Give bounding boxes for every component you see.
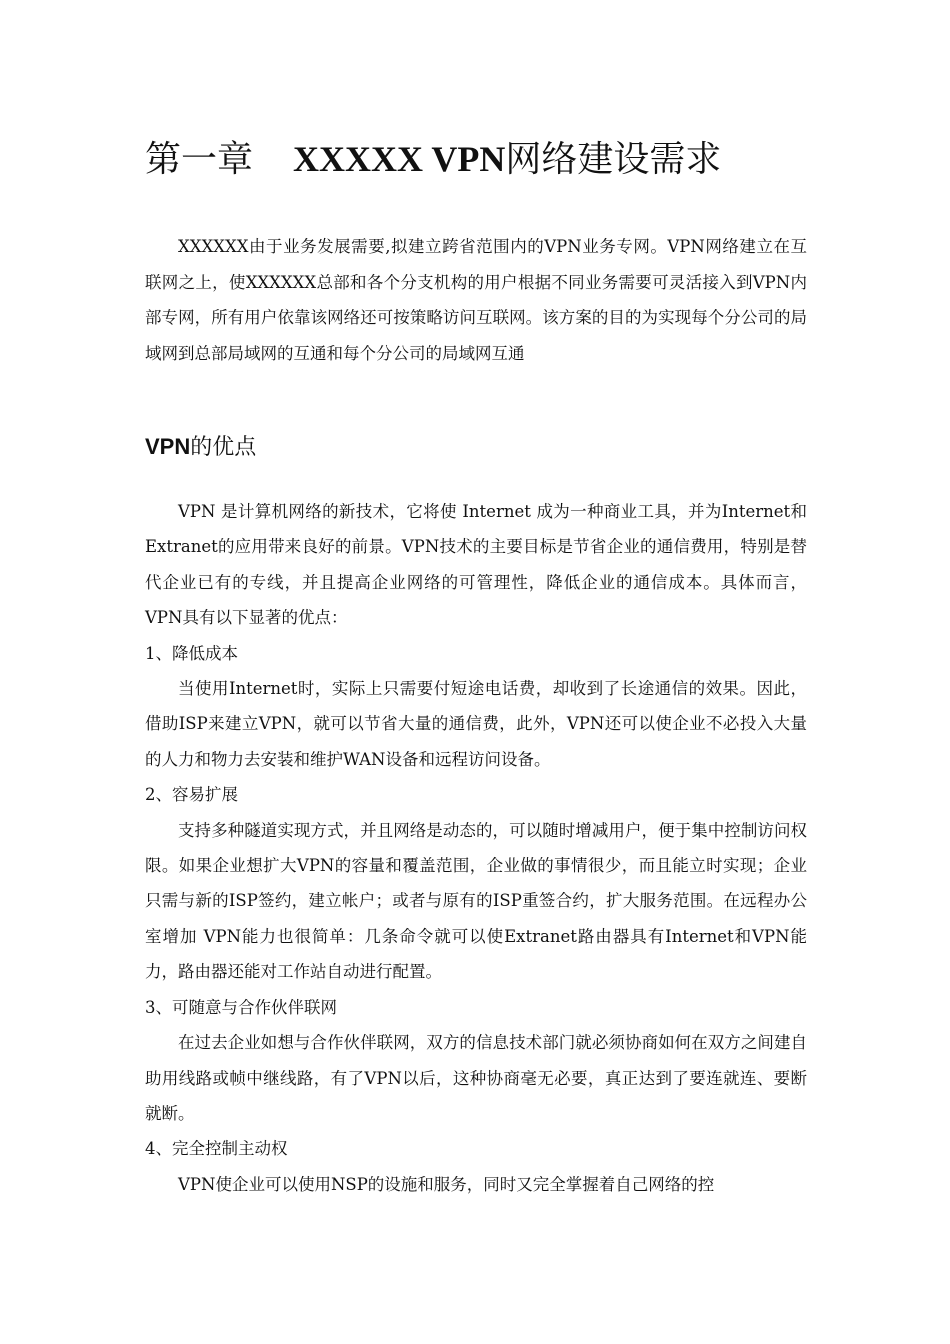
item-heading-3: 3、可随意与合作伙伴联网 [145,997,337,1017]
item-heading-4: 4、完全控制主动权 [145,1139,288,1159]
chapter-title-zh: 网络建设需求 [505,139,722,180]
chapter-heading [145,136,845,183]
chapter-number: 第一章 [145,139,254,180]
section-title-zh: 的优点 [190,434,257,459]
item-text-2: 支持多种隧道实现方式，并且网络是动态的，可以随时增减用户，便于集中控制访问权限。如果企业想扩大VPN的容量和覆盖范围，企业做的事情很少，而且能立时实现；企业只需与新的ISP签约，建立帐户；或者与原有的ISP重签合约，扩大服务范围。在远程办公室增加 VPN能力也很简单：几条命令就可以使Extranet路由器具有Internet和VPN能力，路由器还能对工作站自动进行配置。 [145,820,807,982]
intro-paragraph: XXXXXX由于业务发展需要,拟建立跨省范围内的VPN业务专网。VPN网络建立在互联网之上，使XXXXXX总部和各个分支机构的用户根据不同业务需要可灵活接入到VPN内部专网，所有用户依靠该网络还可按策略访问互联网。该方案的目的为实现每个分公司的局域网到总部局域网的互通和每个分公司的局域网互通 [145,237,807,363]
section-body [145,494,807,1202]
section-heading [145,430,645,464]
item-heading-1: 1、降低成本 [145,643,238,663]
overview-paragraph: VPN 是计算机网络的新技术，它将使 Internet 成为一种商业工具，并为Internet和Extranet的应用带来良好的前景。VPN技术的主要目标是节省企业的通信费用，特别是替代企业已有的专线，并且提高企业网络的可管理性，降低企业的通信成本。具体而言，VPN具有以下显著的优点： [145,502,807,628]
item-heading-2: 2、容易扩展 [145,785,238,805]
item-text-4: VPN使企业可以使用NSP的设施和服务，同时又完全掌握着自己网络的控 [178,1174,715,1194]
section-title-en: VPN [145,434,191,459]
chapter-title-en: XXXXX VPN [293,139,506,179]
item-text-3: 在过去企业如想与合作伙伴联网，双方的信息技术部门就必须协商如何在双方之间建自助用线路或帧中继线路，有了VPN以后，这种协商毫无必要，真正达到了要连就连、要断就断。 [145,1033,807,1123]
item-text-1: 当使用Internet时，实际上只需要付短途电话费，却收到了长途通信的效果。因此，借助ISP来建立VPN，就可以节省大量的通信费，此外，VPN还可以使企业不必投入大量的人力和物力去安装和维护WAN设备和远程访问设备。 [145,679,807,769]
